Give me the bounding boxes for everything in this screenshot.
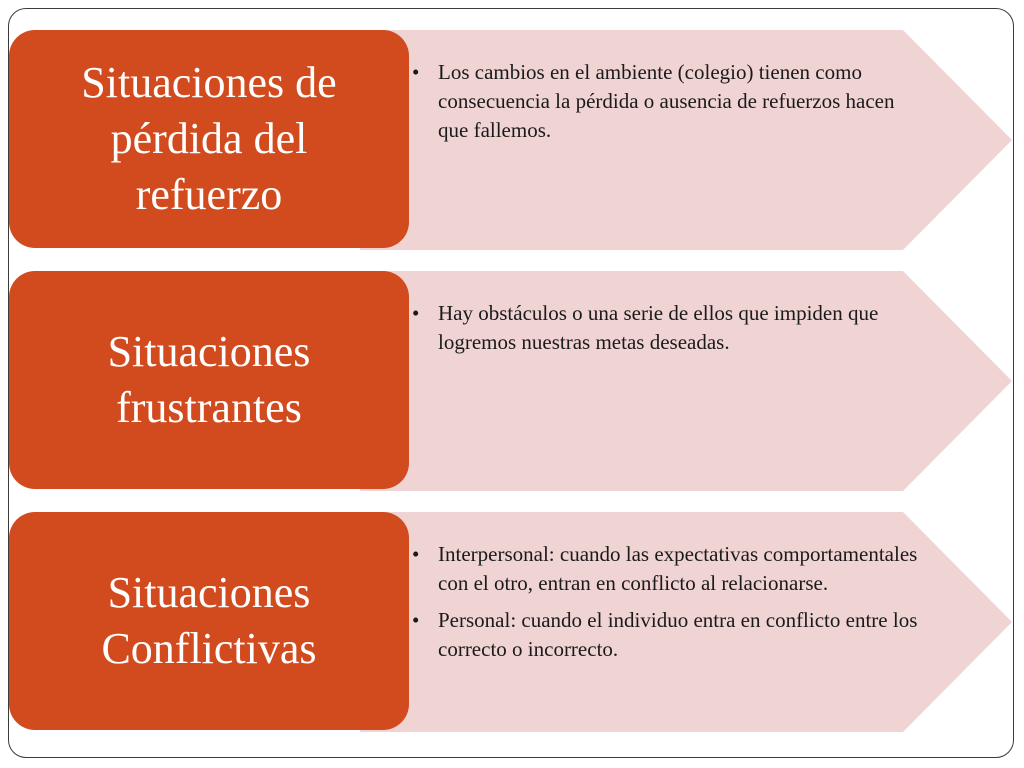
category-box <box>9 271 409 489</box>
bullet-list <box>412 299 922 365</box>
bullet-item <box>412 606 922 664</box>
category-box <box>9 30 409 248</box>
bullet-dot-icon: • <box>412 542 420 566</box>
bullet-dot-icon: • <box>412 301 420 325</box>
bullet-item <box>412 58 922 145</box>
row-frustrantes <box>0 271 1024 511</box>
category-box <box>9 512 409 730</box>
bullet-item <box>412 540 922 598</box>
bullet-text: Personal: cuando el individuo entra en conflicto entre los correcto o incorrecto. <box>438 608 918 661</box>
row-conflictivas <box>0 512 1024 752</box>
category-title: Situaciones de pérdida del refuerzo <box>81 58 337 219</box>
bullet-text: Los cambios en el ambiente (colegio) tienen como consecuencia la pérdida o ausencia de refuerzos hacen que fallemos. <box>438 60 895 142</box>
bullet-dot-icon: • <box>412 60 420 84</box>
bullet-text: Interpersonal: cuando las expectativas comportamentales con el otro, entran en conflicto al relacionarse. <box>438 542 918 595</box>
bullet-item <box>412 299 922 357</box>
bullet-dot-icon: • <box>412 608 420 632</box>
bullet-list <box>412 58 922 153</box>
row-perdida-refuerzo <box>0 30 1024 270</box>
bullet-list <box>412 540 922 672</box>
bullet-text: Hay obstáculos o una serie de ellos que impiden que logremos nuestras metas deseadas. <box>438 301 879 354</box>
category-title: Situaciones Conflictivas <box>101 568 317 673</box>
category-title: Situaciones frustrantes <box>107 327 311 432</box>
